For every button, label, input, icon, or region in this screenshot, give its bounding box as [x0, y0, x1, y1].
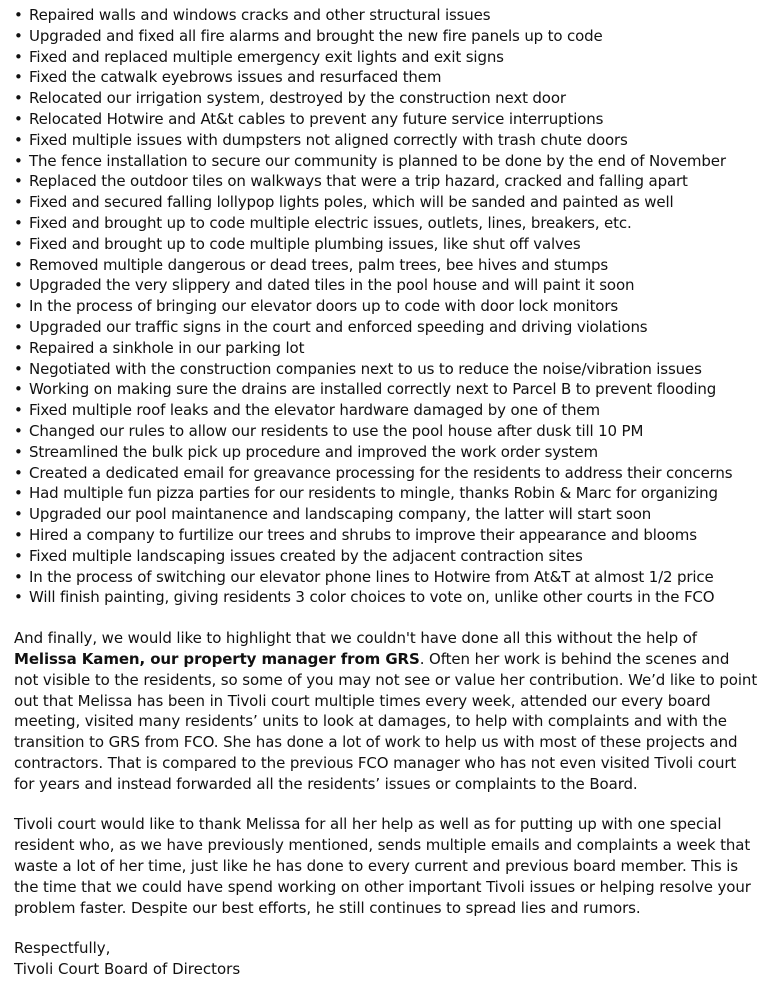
list-item: • Removed multiple dangerous or dead trees, palm trees, bee hives and stumps: [14, 255, 758, 276]
list-item: • Upgraded our pool maintanence and landscaping company, the latter will start soon: [14, 504, 758, 525]
list-item: • Upgraded and fixed all fire alarms and brought the new fire panels up to code: [14, 26, 758, 47]
list-item: • Replaced the outdoor tiles on walkways that were a trip hazard, cracked and falling apart: [14, 171, 758, 192]
thanks-paragraph-body: . Often her work is behind the scenes and not visible to the residents, so some of you may not see or value her contribution. We’d like to point out that Melissa has been in Tivoli court multiple times every week, attended our every board meeting, visited many residents’ units to look at damages, to help with complaints and with the transition to GRS from FCO. She has done a lot of work to help us with most of these projects and contractors. That is compared to the previous FCO manager who has not even visited Tivoli court for years and instead forwarded all the residents’ issues or complaints to the Board.: [14, 649, 758, 793]
list-item: • Upgraded our traffic signs in the court and enforced speeding and driving violations: [14, 317, 758, 338]
list-item: • Fixed and brought up to code multiple electric issues, outlets, lines, breakers, etc.: [14, 213, 758, 234]
accomplishments-list: [14, 5, 758, 608]
closing-paragraph: Tivoli court would like to thank Melissa for all her help as well as for putting up with one special resident who, as we have previously mentioned, sends multiple emails and complaints a week that waste a lot of her time, just like he has done to every current and previous board member. This is the time that we could have spend working on other important Tivoli issues or helping resolve your problem faster. Despite our best efforts, he still continues to spread lies and rumors.: [14, 815, 751, 917]
list-item: • In the process of bringing our elevator doors up to code with door lock monitors: [14, 296, 758, 317]
list-item: • Fixed the catwalk eyebrows issues and resurfaced them: [14, 67, 758, 88]
list-item: • Will finish painting, giving residents 3 color choices to vote on, unlike other courts in the FCO: [14, 587, 758, 608]
list-item: • Repaired walls and windows cracks and other structural issues: [14, 5, 758, 26]
manager-name-highlight: Melissa Kamen, our property manager from GRS: [14, 649, 420, 668]
list-item: • Relocated our irrigation system, destroyed by the construction next door: [14, 88, 758, 109]
list-item: • Changed our rules to allow our residents to use the pool house after dusk till 10 PM: [14, 421, 758, 442]
list-item: • Fixed multiple issues with dumpsters not aligned correctly with trash chute doors: [14, 130, 758, 151]
list-item: • Negotiated with the construction companies next to us to reduce the noise/vibration issues: [14, 359, 758, 380]
list-item: • Relocated Hotwire and At&t cables to prevent any future service interruptions: [14, 109, 758, 130]
list-item: • Repaired a sinkhole in our parking lot: [14, 338, 758, 359]
list-item: • Upgraded the very slippery and dated tiles in the pool house and will paint it soon: [14, 275, 758, 296]
list-item: • In the process of switching our elevator phone lines to Hotwire from At&T at almost 1/2 price: [14, 567, 758, 588]
closing-salutation: Respectfully,: [14, 939, 111, 958]
list-item: • Fixed and secured falling lollypop lights poles, which will be sanded and painted as well: [14, 192, 758, 213]
thanks-paragraph: [14, 628, 758, 794]
list-item: • Created a dedicated email for greavance processing for the residents to address their concerns: [14, 463, 758, 484]
signoff-block: [14, 938, 758, 980]
list-item: • Hired a company to furtilize our trees and shrubs to improve their appearance and blooms: [14, 525, 758, 546]
list-item: • The fence installation to secure our community is planned to be done by the end of November: [14, 151, 758, 172]
list-item: • Had multiple fun pizza parties for our residents to mingle, thanks Robin & Marc for organizing: [14, 483, 758, 504]
signature-line: Tivoli Court Board of Directors: [14, 960, 241, 979]
list-item: • Streamlined the bulk pick up procedure and improved the work order system: [14, 442, 758, 463]
list-item: • Fixed multiple landscaping issues created by the adjacent contraction sites: [14, 546, 758, 567]
list-item: • Fixed and replaced multiple emergency exit lights and exit signs: [14, 47, 758, 68]
thanks-paragraph-lead: And finally, we would like to highlight that we couldn't have done all this without the help of: [14, 629, 697, 648]
list-item: • Working on making sure the drains are installed correctly next to Parcel B to prevent flooding: [14, 379, 758, 400]
list-item: • Fixed and brought up to code multiple plumbing issues, like shut off valves: [14, 234, 758, 255]
list-item: • Fixed multiple roof leaks and the elevator hardware damaged by one of them: [14, 400, 758, 421]
